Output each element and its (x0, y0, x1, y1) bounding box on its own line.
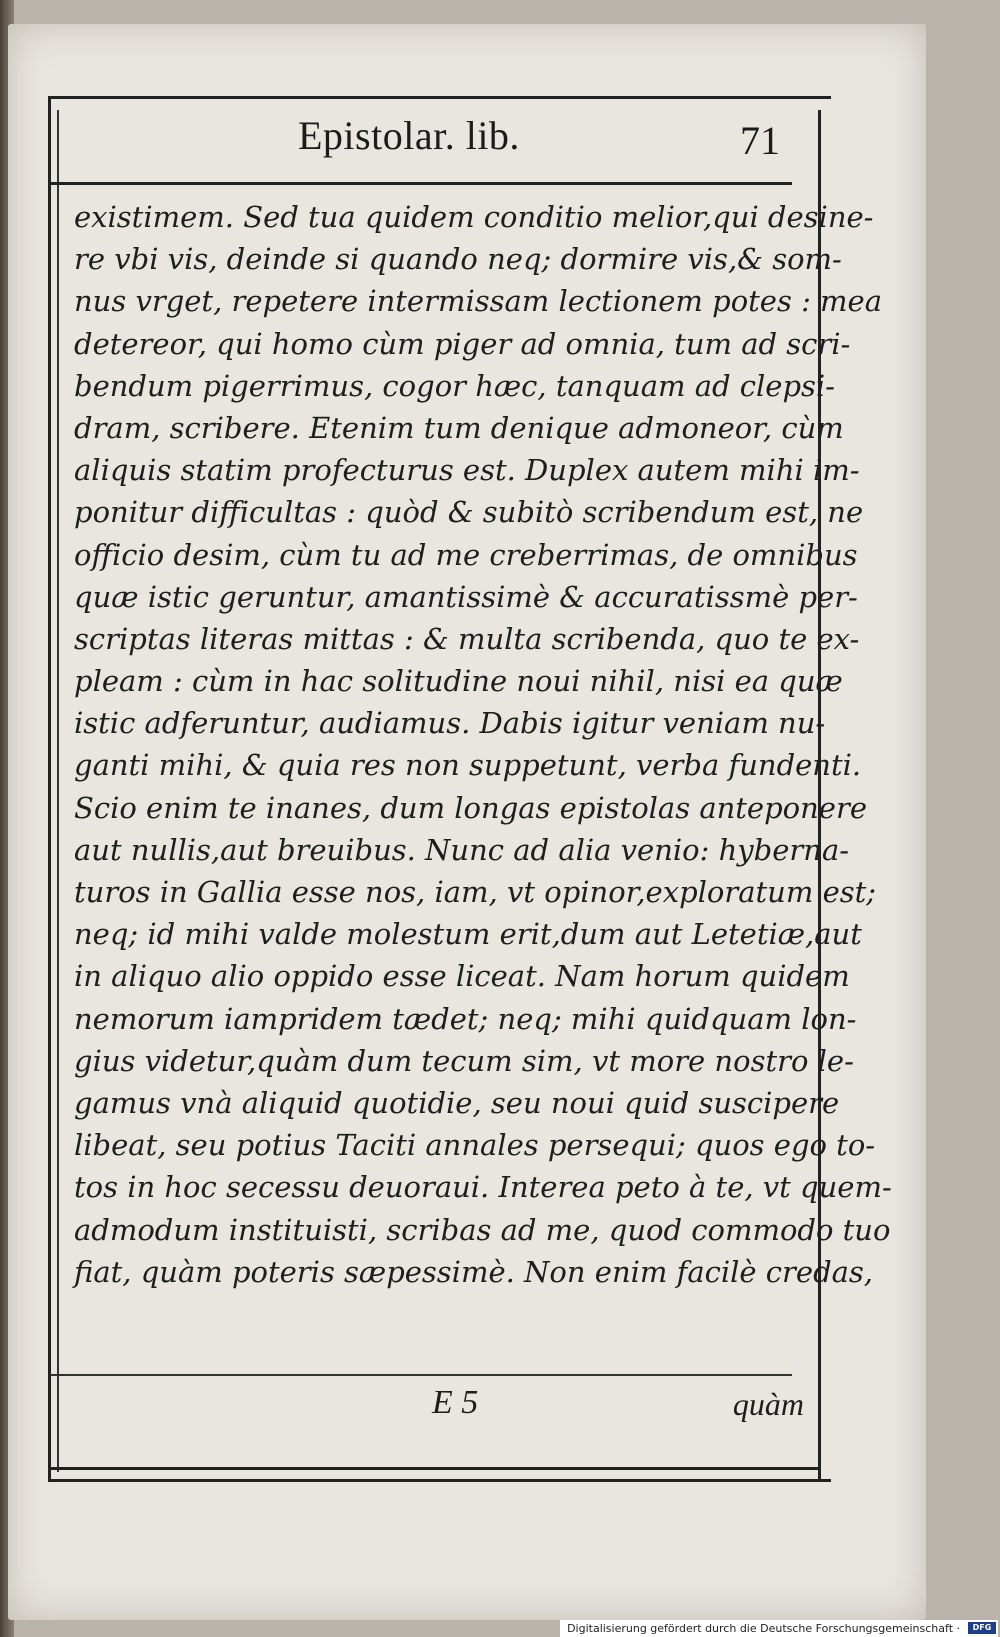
text-line: officio desim, cùm tu ad me creberrimas, de omnibus (74, 537, 858, 572)
text-line: libeat, seu potius Taciti annales persequi; quos ego to- (74, 1128, 876, 1163)
text-line: fiat, quàm poteris sæpessimè. Non enim facilè credas, (74, 1254, 874, 1289)
text-line: detereor, qui homo cùm piger ad omnia, tum ad scri- (74, 326, 851, 361)
page-number: 71 (740, 118, 780, 163)
body-text (74, 196, 892, 1293)
digitization-footer (560, 1620, 998, 1637)
text-line: Scio enim te inanes, dum longas epistolas anteponere (74, 790, 867, 825)
text-line: scriptas literas mittas : & multa scribenda, quo te ex- (74, 621, 860, 656)
header-rule (50, 182, 792, 185)
frame-inner-left-rule (57, 110, 59, 1472)
text-line: gamus vnà aliquid quotidie, seu noui quid suscipere (74, 1085, 840, 1120)
text-line: re vbi vis, deinde si quando neq; dormire vis,& som- (74, 242, 842, 277)
text-line: admodum instituisti, scribas ad me, quod commodo tuo (74, 1212, 891, 1247)
text-line: in aliquo alio oppido esse liceat. Nam horum quidem (74, 959, 850, 994)
running-head: Epistolar. lib. (298, 113, 520, 158)
catchword: quàm (732, 1386, 804, 1422)
text-line: istic adferuntur, audiamus. Dabis igitur veniam nu- (74, 706, 826, 741)
text-line: pleam : cùm in hac solitudine noui nihil, nisi ea quæ (74, 664, 843, 699)
text-line: aut nullis,aut breuibus. Nunc ad alia venio: hyberna- (74, 832, 850, 867)
text-line: gius videtur,quàm dum tecum sim, vt more nostro le- (74, 1043, 854, 1078)
funding-credit: Digitalisierung gefördert durch die Deutsche Forschungsgemeinschaft · (567, 1622, 960, 1635)
text-line: ponitur difficultas : quòd & subitò scribendum est, ne (74, 495, 864, 530)
text-line: turos in Gallia esse nos, iam, vt opinor,exploratum est; (74, 875, 877, 909)
signature-mark: E 5 (432, 1384, 479, 1421)
text-line: quæ istic geruntur, amantissimè & accuratissmè per- (74, 579, 858, 614)
text-bottom-rule (50, 1374, 792, 1376)
text-line: aliquis statim profecturus est. Duplex autem mihi im- (74, 453, 860, 488)
text-line: ganti mihi, & quia res non suppetunt, verba fundenti. (74, 748, 862, 783)
frame-bottom-rule (50, 1467, 820, 1470)
text-line: neq; id mihi valde molestum erit,dum aut Letetiæ,aut (74, 917, 862, 952)
text-line: existimem. Sed tua quidem conditio melior,qui desine- (74, 200, 874, 234)
text-line: nemorum iampridem tædet; neq; mihi quidquam lon- (74, 1001, 857, 1036)
text-line: tos in hoc secessu deuoraui. Interea peto à te, vt quem- (74, 1170, 892, 1205)
text-line: nus vrget, repetere intermissam lectionem potes : mea (74, 284, 883, 319)
text-line: bendum pigerrimus, cogor hæc, tanquam ad clepsi- (74, 368, 835, 403)
dfg-logo[interactable]: DFG (968, 1622, 996, 1634)
text-line: dram, scribere. Etenim tum denique admoneor, cùm (74, 410, 844, 445)
book-page (8, 24, 926, 1620)
